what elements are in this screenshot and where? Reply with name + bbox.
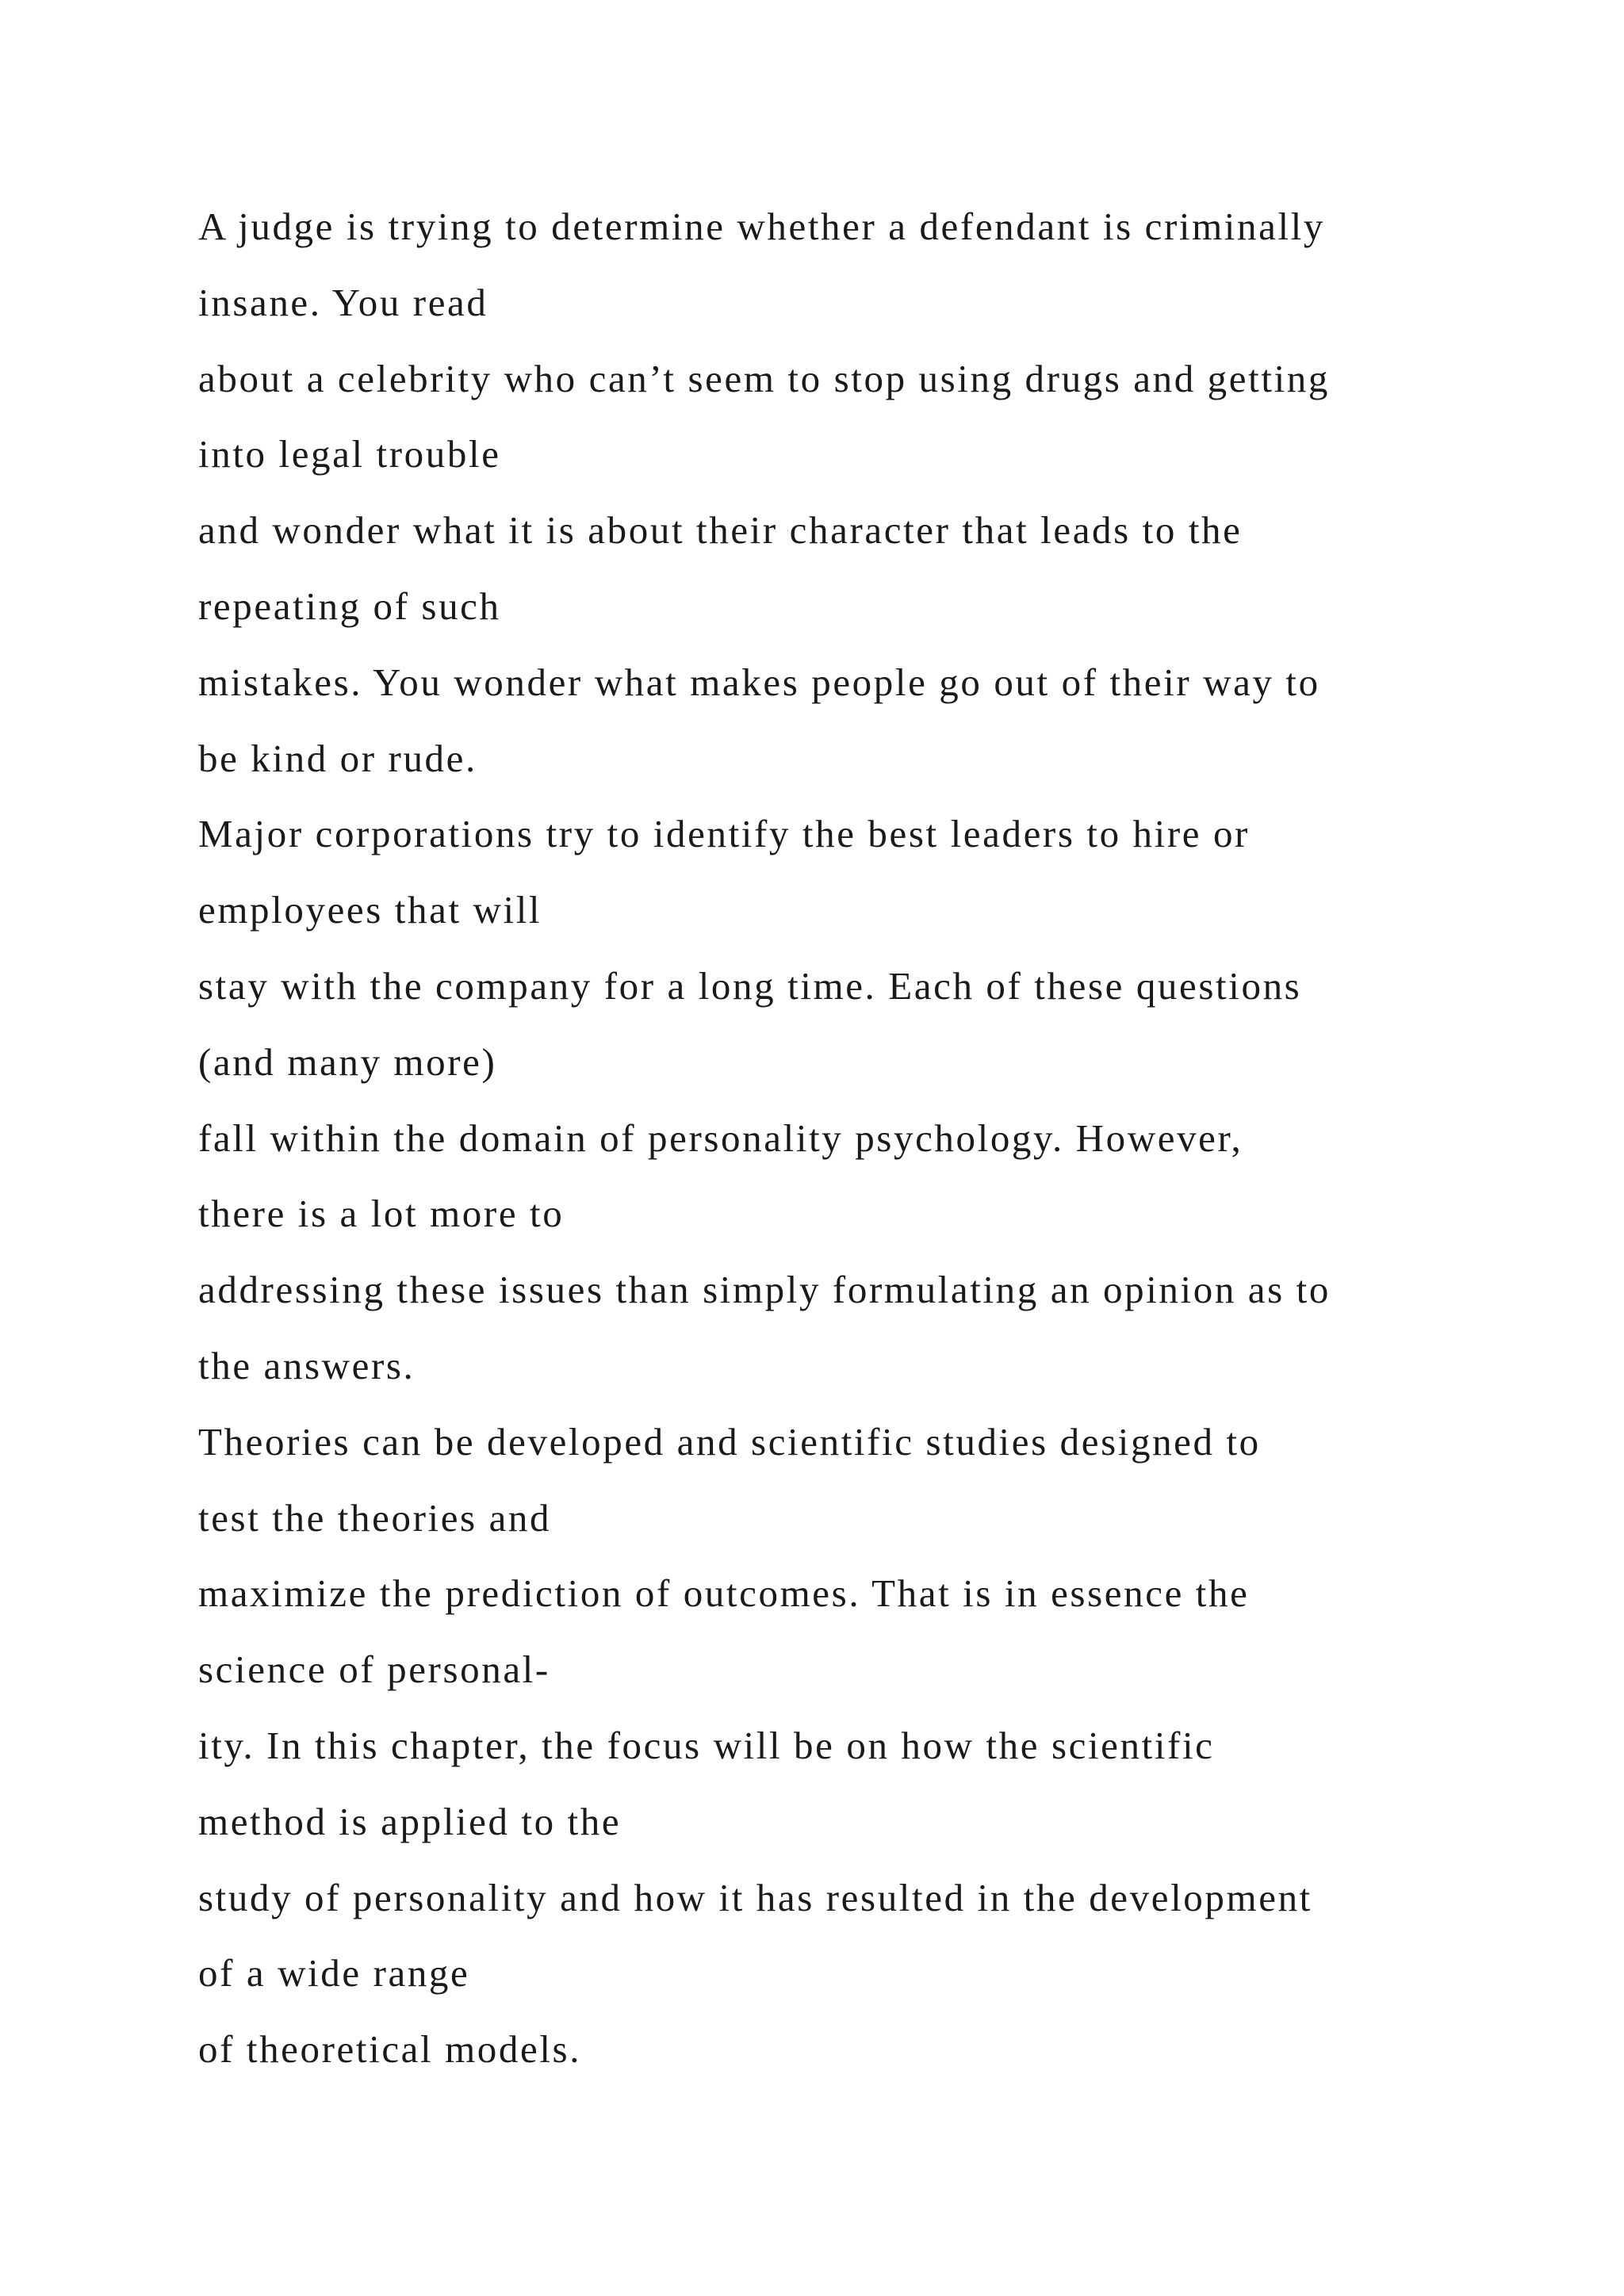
text-line: (and many more) [198,1039,497,1084]
text-line: test the theories and [198,1495,552,1540]
body-text [198,189,1562,2087]
text-line: insane. You read [198,280,488,324]
text-line: A judge is trying to determine whether a defendant is criminally [198,205,1325,248]
text-line: method is applied to the [198,1799,622,1843]
text-line: maximize the prediction of outcomes. That is in essence the [198,1571,1250,1616]
text-line: study of personality and how it has resulted in the development [198,1875,1312,1919]
text-line: ity. In this chapter, the focus will be on how the scientific [198,1723,1215,1767]
text-line: fall within the domain of personality psychology. However, [198,1115,1243,1160]
text-line: and wonder what it is about their character that leads to the [198,508,1243,553]
text-line: Theories can be developed and scientific studies designed to [198,1419,1261,1464]
text-line: of a wide range [198,1951,470,1996]
text-line: be kind or rude. [198,736,477,780]
text-line: repeating of such [198,584,501,628]
text-line: the answers. [198,1343,416,1387]
text-line: Major corporations try to identify the best leaders to hire or [198,812,1250,856]
text-line: there is a lot more to [198,1192,565,1236]
text-line: into legal trouble [198,432,501,476]
text-line: addressing these issues than simply formulating an opinion as to [198,1268,1331,1312]
text-line: science of personal- [198,1647,550,1692]
text-line: mistakes. You wonder what makes people go out of their way to [198,660,1320,704]
text-line: stay with the company for a long time. Each of these questions [198,963,1302,1008]
text-line: employees that will [198,888,542,932]
text-line: of theoretical models. [198,2027,582,2072]
text-line: about a celebrity who can’t seem to stop using drugs and getting [198,356,1330,400]
